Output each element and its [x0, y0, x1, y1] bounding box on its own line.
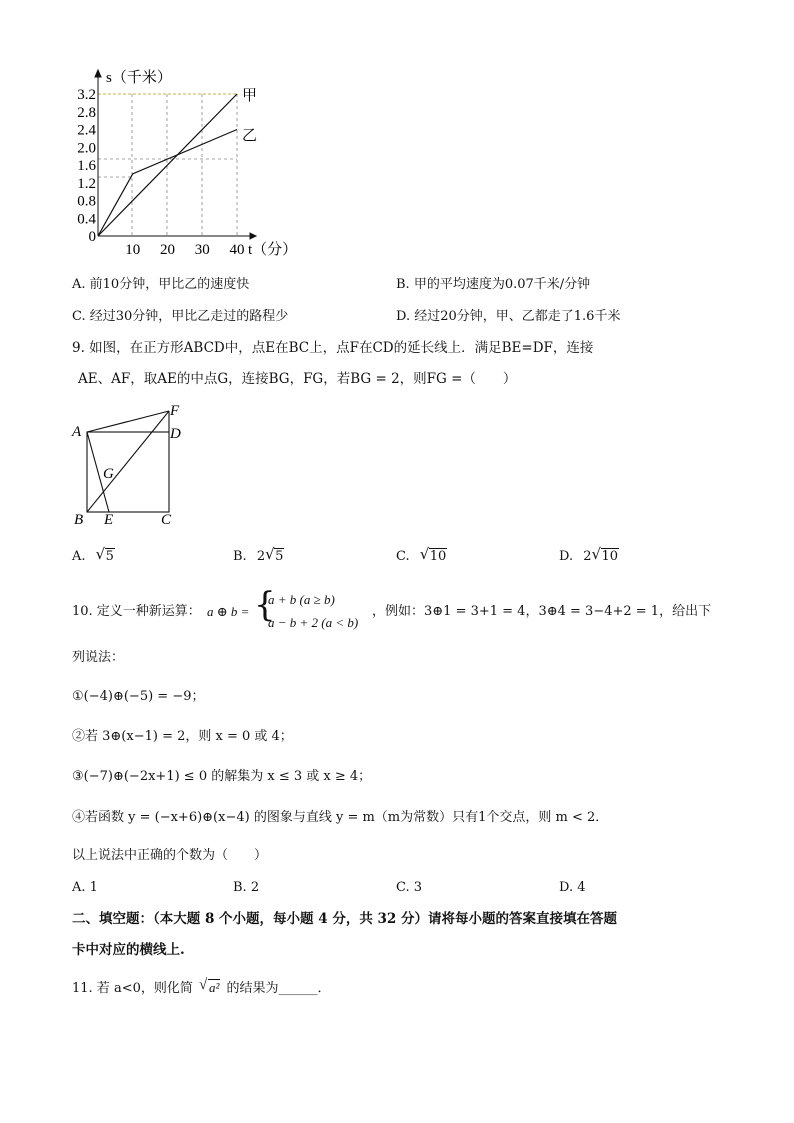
- q11-post: 的结果为______．: [226, 981, 331, 996]
- q10-option-a: A. 1: [72, 880, 98, 895]
- q10-statement-2: ②若 3⊕(x−1) = 2，则 x = 0 或 4；: [72, 729, 293, 744]
- x-tick-40: 40: [229, 242, 245, 258]
- y-tick-2.4: 2.4: [77, 122, 96, 139]
- label-A: A: [72, 424, 82, 440]
- label-D: D: [170, 426, 181, 442]
- label-G: G: [103, 466, 114, 482]
- q10-statement-1: ①(−4)⊕(−5) = −9；: [72, 689, 205, 704]
- x-tick-20: 20: [160, 242, 175, 258]
- sqrt-10: 10: [429, 549, 447, 564]
- q9-option-d: D. 2 √ 10: [559, 545, 619, 564]
- y-tick-labels: [77, 87, 96, 245]
- x-tick-labels: [125, 242, 244, 258]
- series-label-yi: 乙: [242, 128, 258, 144]
- series-label-jia: 甲: [242, 88, 258, 104]
- q9-option-b: B. 2 √ 5: [233, 545, 284, 564]
- q10-statement-4: ④若函数 y = (−x+6)⊕(x−4) 的图象与直线 y = m（m为常数）只有1个交点，则 m < 2．: [72, 810, 609, 825]
- y-tick-3.2: 3.2: [77, 87, 96, 103]
- q9-option-a: A. √ 5: [72, 545, 114, 564]
- q10-option-c: C. 3: [396, 880, 423, 895]
- series-line-yi: [98, 130, 237, 237]
- q8-option-a: A. 前10分钟，甲比乙的速度快: [72, 277, 250, 292]
- q10-lead: 10. 定义一种新运算：: [72, 604, 201, 619]
- y-tick-2.0: 2.0: [77, 140, 96, 157]
- q10-option-b: B. 2: [233, 880, 260, 895]
- q10-case1: a + b (a ≥ b): [268, 592, 335, 607]
- q8-option-c: C. 经过30分钟，甲比乙走过的路程少: [72, 309, 289, 324]
- label-F: F: [170, 403, 180, 419]
- y-tick-1.6: 1.6: [77, 158, 96, 174]
- q9-text-line1: 9. 如图，在正方形ABCD中，点E在BC上，点F在CD的延长线上．满足BE=DF，连接: [72, 340, 594, 356]
- q10-brace: {: [254, 585, 276, 625]
- q9-text-line2: AE、AF，取AE的中点G，连接BG，FG，若BG = 2，则FG =（ ）: [78, 371, 517, 387]
- q10-statement-3: ③(−7)⊕(−2x+1) ≤ 0 的解集为 x ≤ 3 或 x ≥ 4；: [72, 769, 372, 784]
- sqrt-5: 5: [105, 549, 114, 564]
- y-tick-1.2: 1.2: [77, 175, 96, 192]
- y-tick-2.8: 2.8: [77, 104, 96, 121]
- series-line-jia: [98, 94, 237, 236]
- q10-example: ，例如：3⊕1 = 3+1 = 4，3⊕4 = 3−4+2 = 1，给出下: [372, 604, 712, 619]
- q10-continue: 列说法：: [72, 650, 125, 665]
- sqrt-5: 5: [275, 549, 284, 564]
- q11-pre: 11. 若 a<0，则化简: [72, 981, 193, 996]
- y-tick-0.8: 0.8: [77, 193, 96, 210]
- y-tick-0.4: 0.4: [77, 211, 96, 228]
- label-E: E: [104, 512, 114, 528]
- section2-heading-line1: 二、填空题：（本大题 8 个小题，每小题 4 分，共 32 分）请将每小题的答案直接填在答题: [72, 911, 618, 927]
- q10-question: 以上说法中正确的个数为（ ）: [72, 848, 268, 863]
- y-axis-label: s（千米）: [106, 70, 172, 86]
- q8-option-d: D. 经过20分钟，甲、乙都走了1.6千米: [396, 309, 621, 324]
- series-lines: [98, 94, 237, 236]
- q8-option-b: B. 甲的平均速度为0.07千米/分钟: [396, 277, 591, 292]
- q10-option-d: D. 4: [559, 880, 586, 895]
- x-axis-label: t（分）: [248, 242, 298, 258]
- q10-case2: a − b + 2 (a < b): [268, 615, 359, 630]
- square-figure: [66, 398, 196, 532]
- q10-lhs: a ⊕ b =: [207, 604, 250, 619]
- x-tick-10: 10: [125, 242, 141, 258]
- q11: 11. 若 a<0，则化简 √ a² 的结果为______．: [72, 977, 331, 996]
- label-B: B: [74, 512, 84, 528]
- section2-heading-line2: 卡中对应的横线上.: [72, 942, 185, 958]
- distance-time-chart: [60, 60, 320, 270]
- x-tick-30: 30: [194, 242, 210, 258]
- label-C: C: [161, 512, 172, 528]
- q11-radicand: a²: [209, 980, 220, 995]
- sqrt-10: 10: [601, 549, 619, 564]
- y-tick-0: 0: [88, 229, 96, 245]
- q9-option-c: C. √ 10: [396, 545, 447, 564]
